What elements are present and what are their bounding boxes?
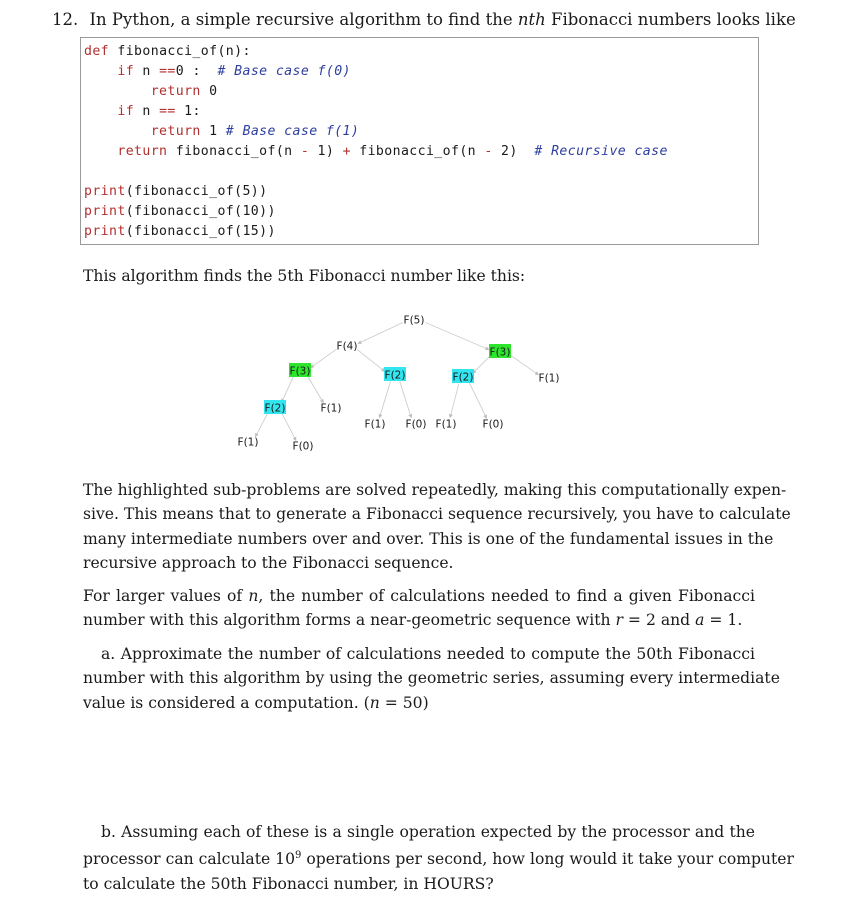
text-run: = 2 and — [627, 611, 691, 630]
paragraph-line — [83, 844, 794, 871]
paragraph-line: to calculate the 50th Fibonacci number, in HOURS? — [83, 874, 494, 893]
tree-node — [384, 367, 406, 382]
node-label: F(1) — [538, 372, 560, 385]
tree-edge — [358, 323, 403, 344]
question-italic: nth — [517, 10, 546, 29]
paragraph-line — [83, 584, 755, 608]
code-line: print(fibonacci_of(15)) — [84, 224, 276, 239]
code-line: return 1 # Base case f(1) — [150, 124, 360, 139]
text-run: = 50) — [384, 693, 429, 712]
node-label: F(5) — [403, 314, 425, 327]
question-number: 12. — [52, 10, 79, 29]
code-line: print(fibonacci_of(10)) — [84, 204, 276, 219]
tree-node — [404, 315, 425, 327]
tree-node — [489, 344, 511, 359]
code-line: return 0 — [150, 84, 218, 99]
paragraph-line: The highlighted sub-problems are solved repeatedly, making this computationally expen- — [83, 481, 787, 499]
paragraph-line — [83, 608, 755, 632]
tree-edge — [308, 376, 324, 402]
node-label: F(4) — [336, 340, 358, 353]
code-line: if n == 1: — [117, 104, 201, 119]
part-a — [83, 642, 780, 715]
tree-edge — [425, 322, 489, 349]
tree-node — [337, 341, 358, 353]
paragraph-line — [83, 691, 755, 715]
text-run: = 1. — [709, 611, 743, 630]
node-label: F(1) — [364, 418, 386, 431]
node-label: F(2) — [452, 371, 474, 384]
tree-intro: This algorithm finds the 5th Fibonacci number like this: — [83, 267, 526, 285]
math-a: a — [695, 611, 705, 630]
node-label: F(3) — [489, 346, 511, 359]
math-n: n — [248, 587, 259, 605]
node-label: F(0) — [405, 418, 427, 431]
tree-node — [365, 419, 386, 431]
code-line: if n ==0 : # Base case f(0) — [117, 64, 351, 79]
tree-node — [264, 400, 286, 415]
paragraph-line: recursive approach to the Fibonacci sequence. — [83, 553, 454, 572]
text-run: For larger values of — [83, 587, 243, 605]
question-prefix: In Python, a simple recursive algorithm to find the — [89, 10, 513, 29]
tree-node — [436, 419, 457, 431]
tree-edge — [400, 381, 412, 417]
explanation-paragraph — [83, 478, 791, 575]
text-run: , the number of calculations needed to find a given Fibonacci — [258, 587, 755, 605]
text-run: value is considered a computation. ( — [83, 693, 370, 712]
node-label: F(2) — [384, 369, 406, 382]
node-label: F(0) — [482, 418, 504, 431]
tree-node — [238, 437, 259, 449]
node-label: F(1) — [320, 402, 342, 415]
paragraph-line: many intermediate numbers over and over. This is one of the fundamental issues in the — [83, 529, 774, 548]
tree-edge — [255, 413, 267, 436]
tree-node — [289, 363, 311, 378]
tree-node — [483, 419, 504, 431]
node-label: F(0) — [292, 440, 314, 453]
superscript: 9 — [295, 850, 302, 862]
text-run: operations per second, how long would it take your computer — [306, 850, 794, 869]
question-suffix: Fibonacci numbers looks like — [551, 10, 796, 29]
tree-node — [452, 369, 474, 384]
tree-edge — [311, 349, 337, 367]
tree-node — [406, 419, 427, 431]
tree-node — [321, 403, 342, 415]
tree-edge — [450, 384, 459, 418]
node-label: F(3) — [289, 365, 311, 378]
paragraph-line: b. Assuming each of these is a single operation expected by the processor and the — [101, 823, 755, 841]
code-line: def fibonacci_of(n): — [84, 44, 251, 59]
paragraph-line: number with this algorithm by using the geometric series, assuming every intermediate — [83, 669, 780, 688]
tree-node — [293, 441, 314, 453]
node-label: F(1) — [435, 418, 457, 431]
tree-edge — [282, 377, 294, 402]
text-run: number with this algorithm forms a near-geometric sequence with — [83, 611, 611, 630]
text-run: processor can calculate 10 — [83, 850, 295, 869]
tree-node — [539, 373, 560, 385]
tree-edge — [511, 355, 539, 374]
math-n: n — [369, 693, 380, 712]
tree-edge — [469, 383, 486, 418]
node-label: F(1) — [237, 436, 259, 449]
code-line: print(fibonacci_of(5)) — [84, 184, 268, 199]
paragraph-line: sive. This means that to generate a Fibonacci sequence recursively, you have to calculate — [83, 505, 791, 524]
node-label: F(2) — [264, 402, 286, 415]
code-line: return fibonacci_of(n - 1) + fibonacci_of(n - 2) # Recursive case — [117, 144, 668, 159]
tree-edge — [282, 414, 296, 441]
geometric-paragraph — [83, 584, 755, 633]
part-b — [83, 820, 794, 896]
tree-edge — [357, 350, 384, 372]
math-r: r — [615, 611, 623, 630]
paragraph-line: a. Approximate the number of calculations needed to compute the 50th Fibonacci — [101, 645, 755, 663]
tree-edge — [380, 381, 391, 417]
tree-edge — [473, 356, 490, 373]
